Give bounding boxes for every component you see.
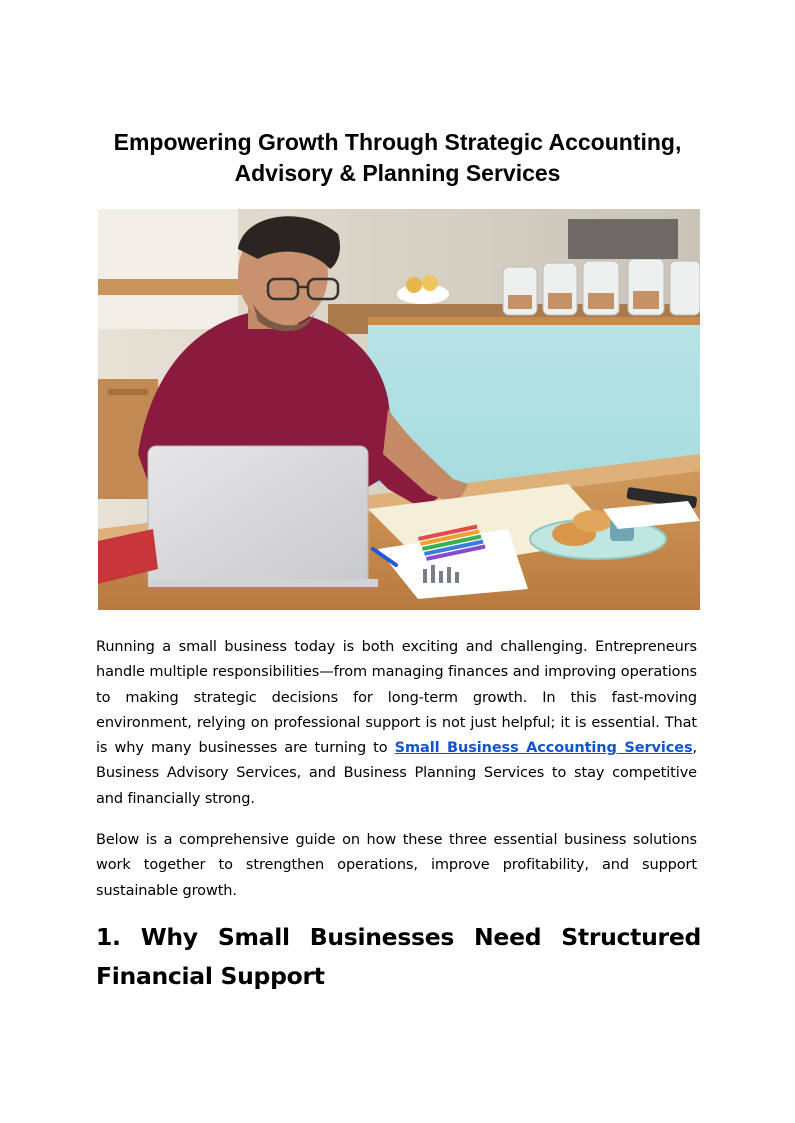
title-line-1: Empowering Growth Through Strategic Accounting,	[113, 129, 682, 155]
small-business-accounting-link[interactable]: Small Business Accounting Services	[394, 740, 693, 757]
document-title	[90, 127, 705, 189]
intro-paragraph	[96, 635, 697, 812]
section-heading-1: 1. Why Small Businesses Need Structured Financial Support	[96, 923, 701, 990]
hero-photo	[98, 209, 700, 610]
intro-text-before-link: Running a small business today is both exciting and challenging. Entrepreneurs handle multiple responsibilities—from managing finances and improving operations to making strategic decisions for long-term growth. In this fast-moving environment, relying on professional support is not just helpful; it is essential. That is why many businesses are turning to	[96, 639, 697, 757]
intro-text-after-link: , Business Advisory Services, and Business Planning Services to stay competitive and financially strong.	[96, 740, 697, 807]
title-line-2: Advisory & Planning Services	[234, 160, 561, 186]
guide-paragraph: Below is a comprehensive guide on how these three essential business solutions work together to strengthen operations, improve profitability, and support sustainable growth.	[96, 832, 697, 899]
